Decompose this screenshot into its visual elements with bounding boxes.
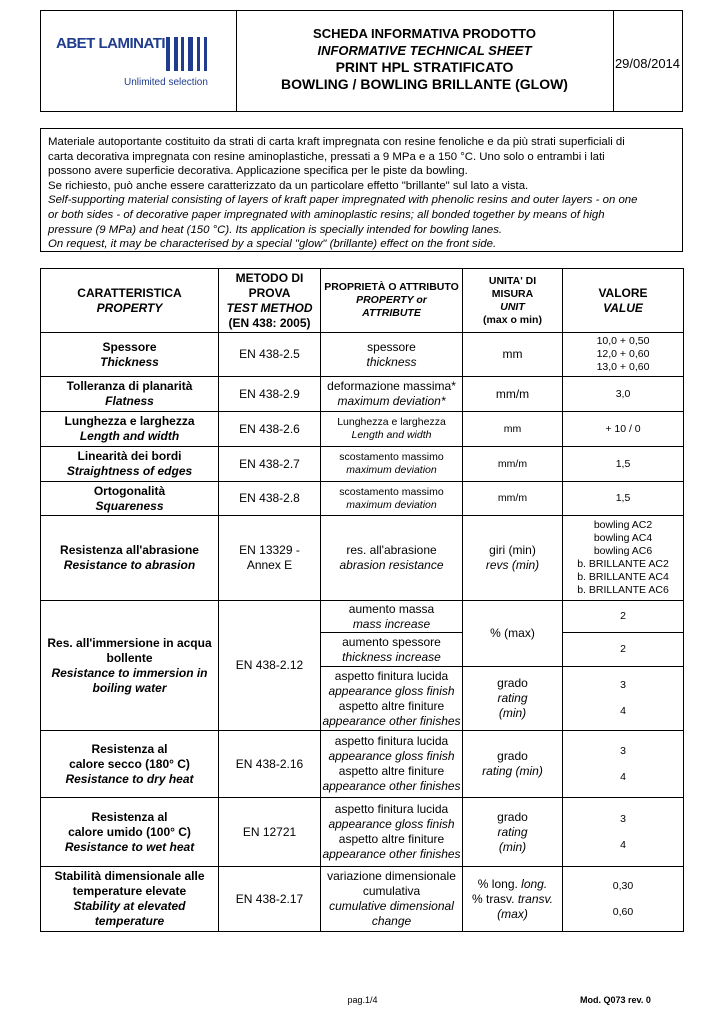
table-row: Tolleranza di planarità Flatness EN 438-2.9 deformazione massima* maximum deviation* mm/m 3,0 bbox=[41, 377, 684, 412]
header-test-method: METODO DI PROVA TEST METHOD (EN 438: 2005) bbox=[219, 269, 321, 333]
header-value: VALORE VALUE bbox=[563, 269, 684, 333]
description-en-line: or both sides - of decorative paper impregnated with aminoplastic resins; all bonded together by means of high bbox=[48, 208, 605, 221]
product-line-1: PRINT HPL STRATIFICATO bbox=[335, 59, 514, 75]
table-row: Resistenza all'abrasione Resistance to abrasion EN 13329 - Annex E res. all'abrasione abrasion resistance giri (min) revs (min) bowling AC2 bowling AC4 bowling AC6 b. BRILLANTE AC2 b. BRILLANTE AC4 b. BRILLANTE AC6 bbox=[41, 516, 684, 601]
form-code: Mod. Q073 rev. 0 bbox=[580, 995, 651, 1005]
table-row: Resistenza al calore secco (180° C) Resistance to dry heat EN 438-2.16 aspetto finitura lucida appearance gloss finish aspetto altre finiture appearance other finishes grado rating (min) 3 4 bbox=[41, 731, 684, 798]
logo-tagline: Unlimited selection bbox=[124, 77, 208, 88]
table-row: Spessore Thickness EN 438-2.5 spessore thickness mm 10,0 + 0,50 12,0 + 0,60 13,0 + 0,60 bbox=[41, 333, 684, 377]
description-box bbox=[40, 128, 683, 252]
table-row: aumento spessore thickness increase 2 bbox=[41, 633, 684, 667]
title-it: SCHEDA INFORMATIVA PRODOTTO bbox=[313, 26, 536, 41]
table-row: Resistenza al calore umido (100° C) Resistance to wet heat EN 12721 aspetto finitura lucida appearance gloss finish aspetto altre finiture appearance other finishes grado rating (min) 3 4 bbox=[41, 798, 684, 867]
title-en: INFORMATIVE TECHNICAL SHEET bbox=[317, 43, 532, 58]
table-header-row bbox=[41, 269, 684, 333]
header-property: CARATTERISTICA PROPERTY bbox=[41, 269, 219, 333]
table-row: Ortogonalità Squareness EN 438-2.8 scostamento massimo maximum deviation mm/m 1,5 bbox=[41, 482, 684, 516]
table-row: Linearità dei bordi Straightness of edges EN 438-2.7 scostamento massimo maximum deviation mm/m 1,5 bbox=[41, 447, 684, 482]
page-number: pag.1/4 bbox=[347, 995, 378, 1005]
properties-table bbox=[40, 268, 684, 932]
table-row: Lunghezza e larghezza Length and width EN 438-2.6 Lunghezza e larghezza Length and width mm + 10 / 0 bbox=[41, 412, 684, 447]
description-en-line: Self-supporting material consisting of layers of kraft paper impregnated with phenolic resins and outer layers - on one bbox=[48, 194, 638, 207]
product-line-2: BOWLING / BOWLING BRILLANTE (GLOW) bbox=[281, 76, 568, 92]
description-en-line: On request, it may be characterised by a special "glow" (brillante) effect on the front side. bbox=[48, 238, 497, 251]
header-box bbox=[40, 10, 683, 112]
header-attribute: PROPRIETÀ O ATTRIBUTO PROPERTY or ATTRIBUTE bbox=[321, 269, 463, 333]
title-cell bbox=[236, 11, 614, 111]
description-it-line: possono avere superficie decorativa. Applicazione specifica per le piste da bowling. bbox=[48, 165, 468, 178]
logo-brand: ABET LAMINATI bbox=[56, 35, 166, 52]
table-row: Stabilità dimensionale alle temperature elevate Stability at elevated temperature EN 438-2.17 variazione dimensionale cumulativa cumulative dimensional change % long. long. % trasv. transv. (max) 0,30 0,60 bbox=[41, 867, 684, 932]
description-it-line: carta decorativa impregnata con resine aminoplastiche, pressati a 9 MPa e a 150 °C. Uno solo o entrambi i lati bbox=[48, 150, 605, 163]
table-row: aspetto finitura lucida appearance gloss finish aspetto altre finiture appearance other finishes grado rating (min) 3 4 bbox=[41, 667, 684, 731]
description-it-line: Materiale autoportante costituito da strati di carta kraft impregnata con resine fenoliche e da più strati superficiali di bbox=[48, 136, 625, 148]
document-date: 29/08/2014 bbox=[614, 56, 681, 71]
date-cell bbox=[613, 11, 682, 111]
header-unit: UNITA' DI MISURA UNIT (max o min) bbox=[463, 269, 563, 333]
logo-bars-icon bbox=[166, 37, 216, 71]
logo-cell bbox=[41, 11, 237, 111]
table-row: Res. all'immersione in acqua bollente Resistance to immersion in boiling water EN 438-2.12 aumento massa mass increase % (max) 2 bbox=[41, 601, 684, 633]
description-en-line: pressure (9 MPa) and heat (150 °C). Its application is specially intended for bowling lanes. bbox=[48, 223, 503, 236]
description-it-line: Se richiesto, può anche essere caratterizzato da un particolare effetto "brillante" sul lato a vista. bbox=[48, 179, 529, 192]
